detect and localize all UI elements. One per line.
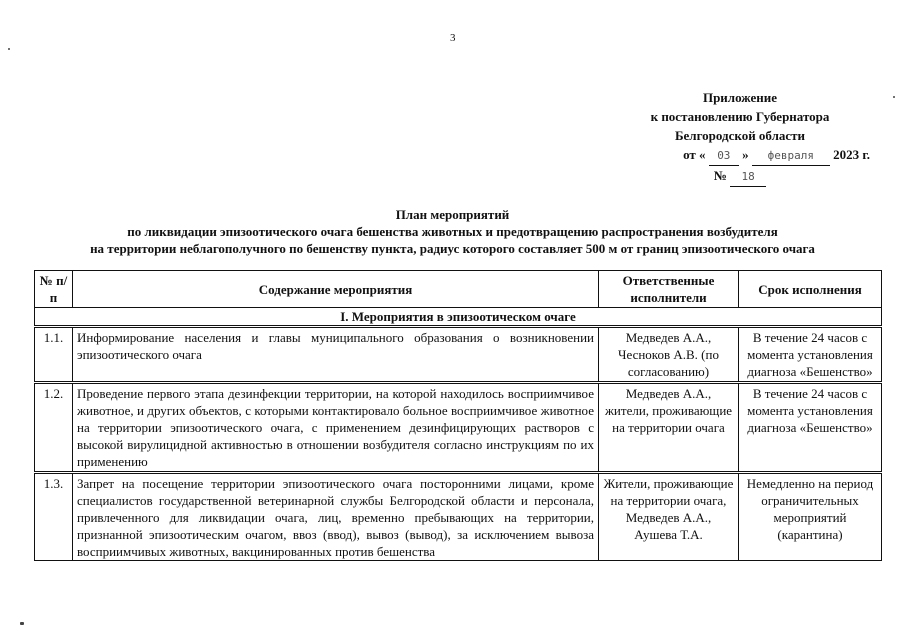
row-content: Проведение первого этапа дезинфекции территории, на которой находилось восприимчивое животное, и других объектов, с которыми контактировало больное восприимчивое животное на территории эпизоотического очага, с применением дезинфицирующих растворов с высокой вирулицидной активностью в отношении возбудителя согласно инструкциям по их применению	[73, 383, 599, 473]
row-term: В течение 24 часов с момента установления диагноза «Бешенство»	[739, 383, 882, 473]
header-num: № п/п	[35, 271, 73, 308]
appendix-region: Белгородской области	[674, 128, 806, 143]
table-row	[35, 327, 882, 383]
header-responsible: Ответственные исполнители	[599, 271, 739, 308]
table-header-row	[35, 271, 882, 308]
section-row	[35, 308, 882, 327]
date-month: февраля	[752, 146, 830, 166]
row-responsible: Медведев А.А., жители, проживающие на территории очага	[599, 383, 739, 473]
document-number: 18	[730, 167, 766, 187]
header-content: Содержание мероприятия	[73, 271, 599, 308]
appendix-number	[610, 166, 870, 187]
row-term: В течение 24 часов с момента установления диагноза «Бешенство»	[739, 327, 882, 383]
appendix-decree: к постановлению Губернатора	[650, 109, 830, 124]
plan-title-line2: по ликвидации эпизоотического очага бешенства животных и предотвращению распространения возбудителя	[127, 224, 778, 239]
plan-title-line3: на территории неблагополучного по бешенству пункта, радиус которого составляет 500 м от границ эпизоотического очага	[90, 241, 815, 256]
row-term: Немедленно на период ограничительных мероприятий (карантина)	[739, 473, 882, 561]
row-num: 1.1.	[35, 327, 73, 383]
measures-table	[34, 270, 882, 561]
appendix-block	[610, 88, 870, 187]
scan-speck	[20, 622, 24, 625]
header-term: Срок исполнения	[739, 271, 882, 308]
scan-speck	[893, 96, 895, 98]
row-responsible: Медведев А.А., Чесноков А.В. (по согласованию)	[599, 327, 739, 383]
appendix-title: Приложение	[702, 90, 778, 105]
row-num: 1.3.	[35, 473, 73, 561]
date-prefix: от «	[683, 147, 706, 162]
plan-title-line1: План мероприятий	[395, 207, 510, 222]
date-year: 2023 г.	[833, 147, 870, 162]
row-responsible: Жители, проживающие на территории очага, Медведев А.А., Аушева Т.А.	[599, 473, 739, 561]
row-num: 1.2.	[35, 383, 73, 473]
plan-title	[0, 206, 905, 257]
table-row	[35, 473, 882, 561]
table-row	[35, 383, 882, 473]
number-prefix: №	[713, 168, 727, 183]
date-day: 03	[709, 146, 739, 166]
appendix-date	[610, 145, 870, 166]
page-number: 3	[450, 32, 456, 44]
row-content: Запрет на посещение территории эпизоотического очага посторонними лицами, кроме специалистов государственной ветеринарной службы Белгородской области и персонала, привлеченного для ликвидации очага, лиц, временно пребывающих на территории, признанной эпизоотическим очагом, ввоз (ввод), вывоз (вывод), за исключением вывоза восприимчивых животных, вакцинированных против бешенства	[73, 473, 599, 561]
row-content: Информирование населения и главы муниципального образования о возникновении эпизоотического очага	[73, 327, 599, 383]
section-title: I. Мероприятия в эпизоотическом очаге	[35, 308, 882, 327]
scan-speck	[8, 48, 10, 50]
date-mid: »	[742, 147, 749, 162]
